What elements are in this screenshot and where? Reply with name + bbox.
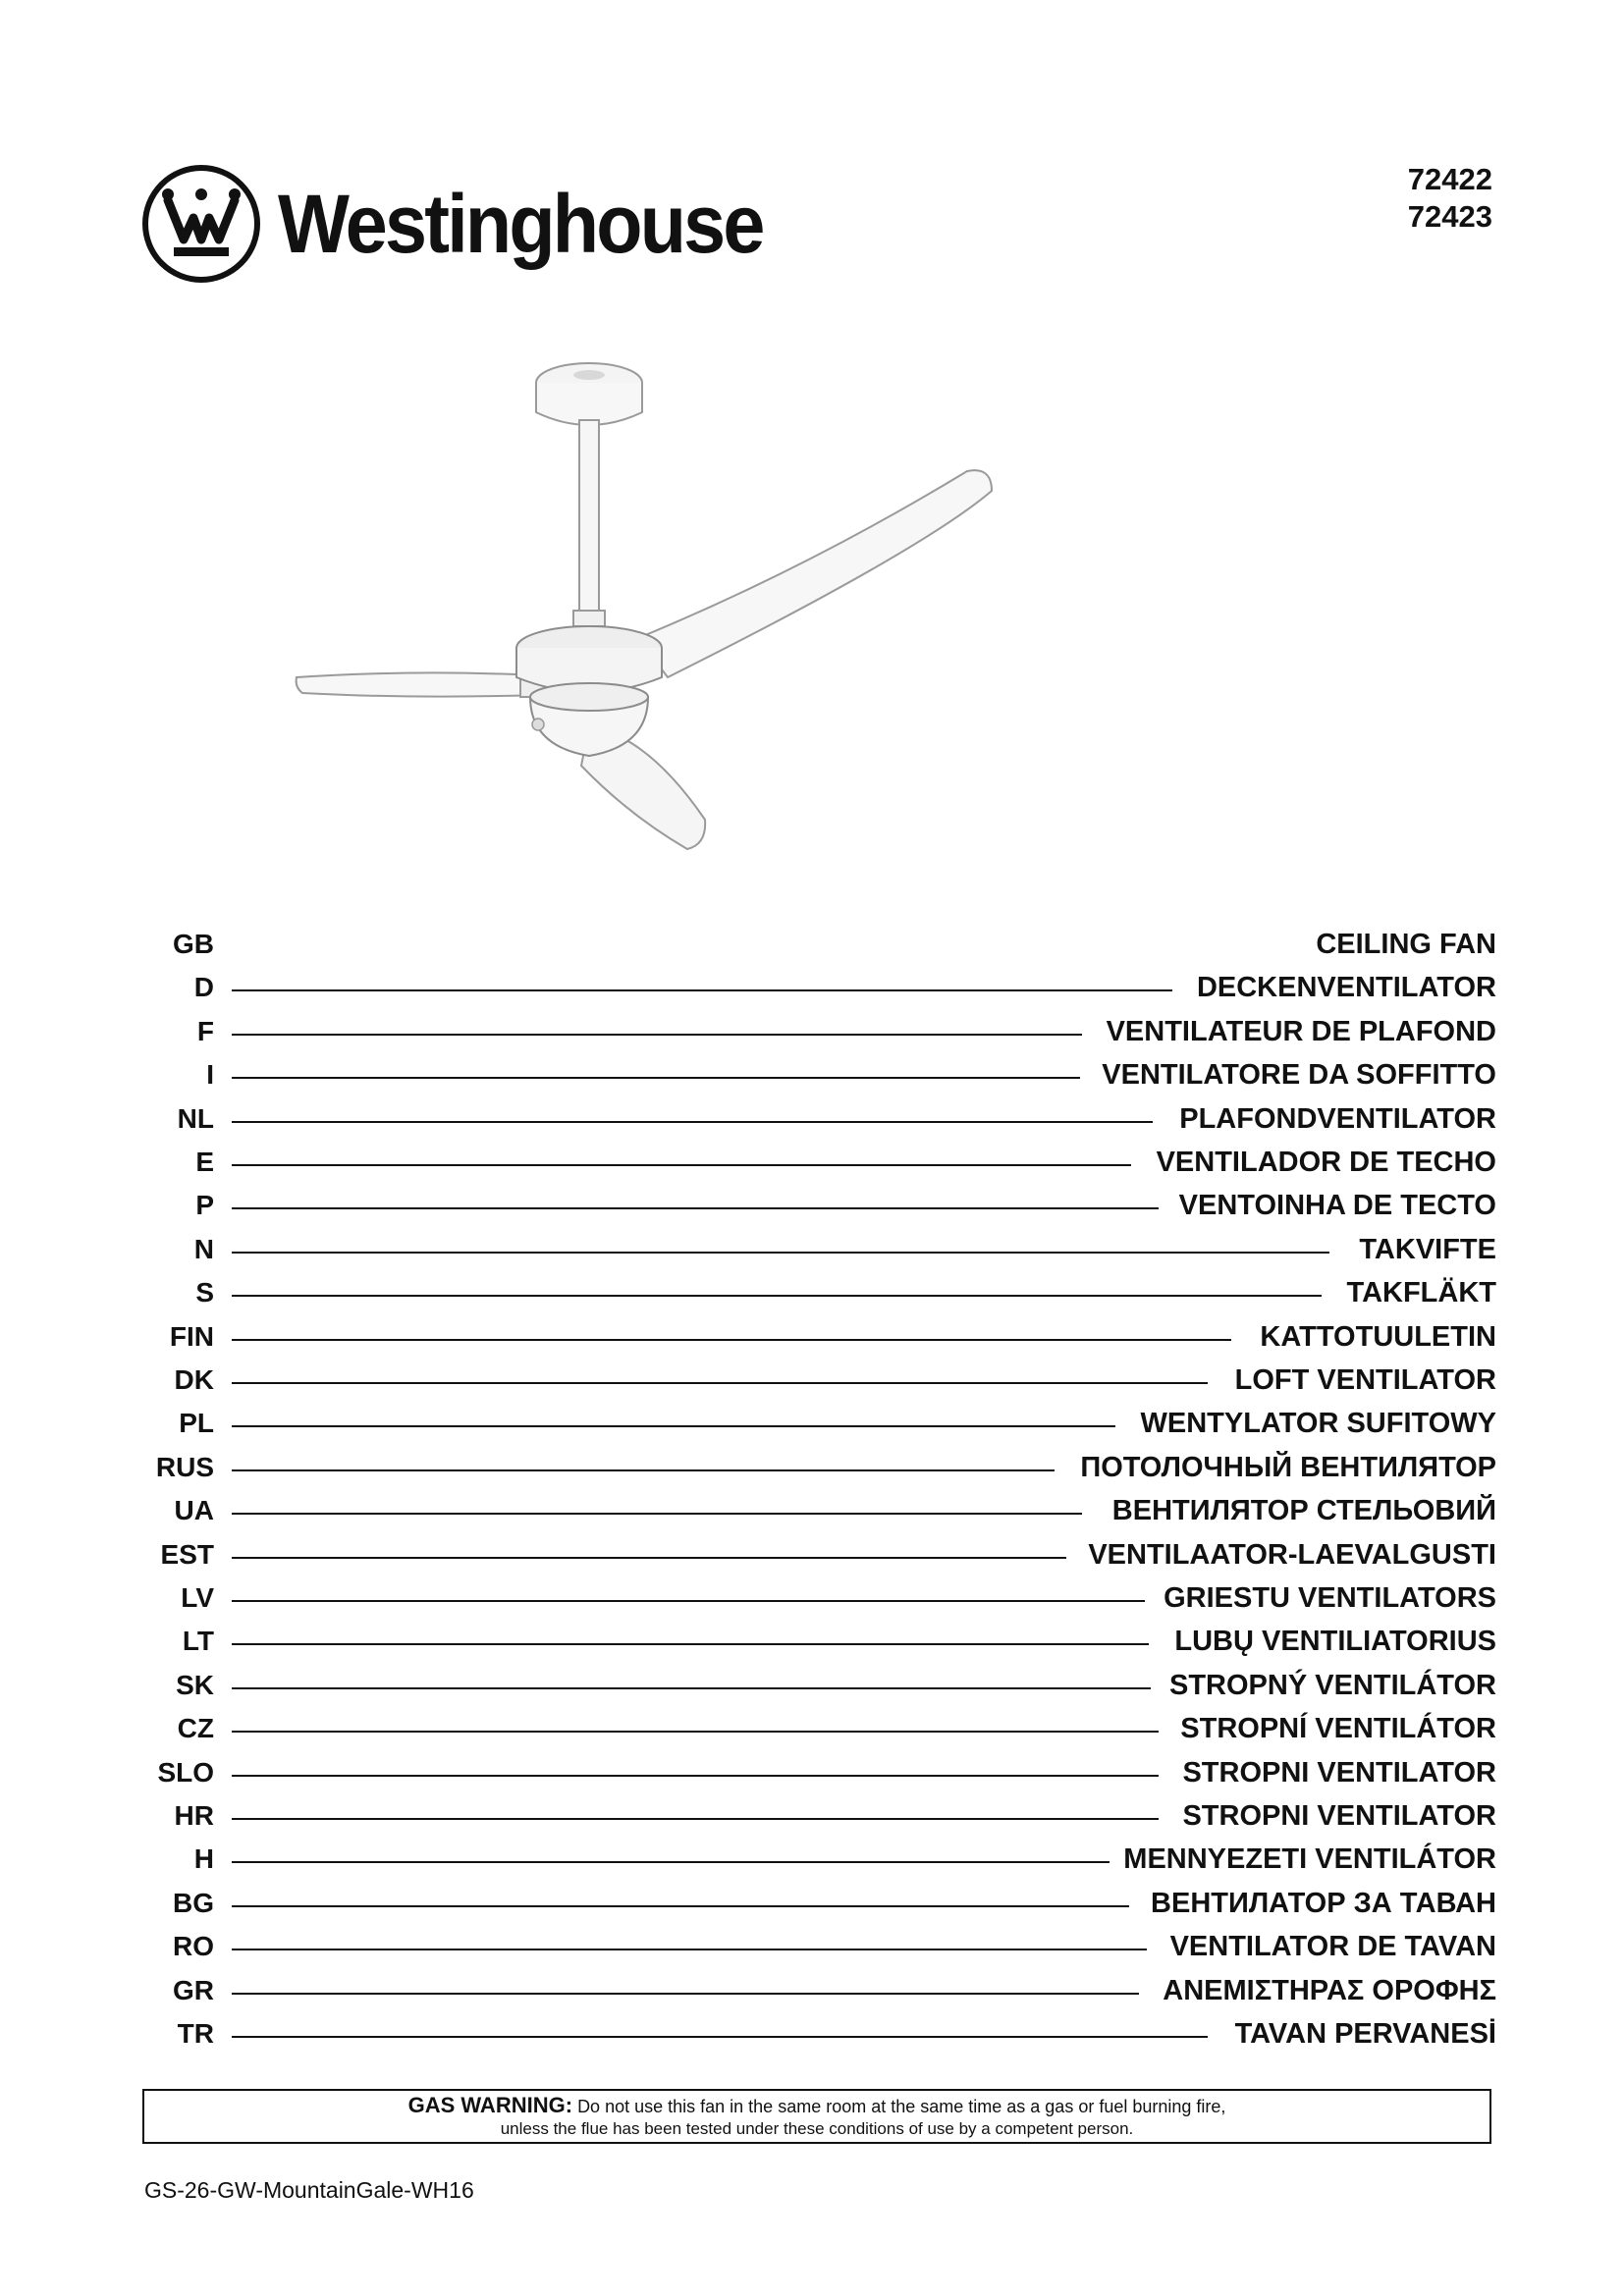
language-title: ПОТОЛОЧНЫЙ ВЕНТИЛЯТОР: [1080, 1451, 1496, 1483]
divider-line: [232, 1339, 1231, 1341]
language-row: [0, 1315, 1624, 1359]
language-code: HR: [174, 1800, 214, 1831]
language-title: TAKFLÄKT: [1346, 1277, 1496, 1309]
language-title: VENTILATORE DA SOFFITTO: [1102, 1059, 1496, 1092]
language-title: MENNYEZETI VENTILÁTOR: [1123, 1843, 1496, 1876]
divider-line: [232, 1861, 1110, 1863]
language-row: [0, 1969, 1624, 2012]
language-row: [0, 1446, 1624, 1489]
language-code: TR: [177, 2018, 214, 2049]
divider-line: [232, 1557, 1066, 1559]
model-number: 72423: [1407, 199, 1492, 234]
divider-line: [232, 1034, 1082, 1036]
divider-line: [232, 1207, 1159, 1209]
language-title: ΑΝΕΜΙΣΤΗΡΑΣ ΟΡΟΦΗΣ: [1163, 1974, 1496, 2006]
language-title: VENTOINHA DE TECTO: [1178, 1190, 1496, 1222]
gas-warning-line-1: [144, 2094, 1489, 2118]
language-row: [0, 1359, 1624, 1402]
language-title: GRIESTU VENTILATORS: [1164, 1582, 1496, 1614]
language-code: E: [195, 1147, 214, 1177]
language-code: FIN: [169, 1320, 214, 1352]
westinghouse-w-logo-icon: [140, 163, 262, 285]
language-title: DECKENVENTILATOR: [1196, 972, 1496, 1004]
divider-line: [232, 1643, 1149, 1645]
divider-line: [232, 1252, 1329, 1254]
divider-line: [232, 1121, 1153, 1123]
divider-line: [232, 1905, 1129, 1907]
language-title: STROPNÝ VENTILÁTOR: [1169, 1669, 1496, 1701]
language-row: [0, 1010, 1624, 1053]
language-title: CEILING FAN: [1316, 929, 1496, 960]
language-code: P: [195, 1190, 214, 1221]
divider-line: [232, 1600, 1145, 1602]
language-row: [0, 1402, 1624, 1445]
language-row: [0, 1489, 1624, 1532]
divider-line: [232, 1077, 1080, 1079]
divider-line: [232, 1949, 1147, 1950]
model-number: 72422: [1407, 162, 1492, 196]
divider-line: [232, 1382, 1208, 1384]
language-title: LOFT VENTILATOR: [1234, 1364, 1496, 1396]
language-code: UA: [174, 1495, 214, 1526]
language-title: STROPNI VENTILATOR: [1182, 1756, 1496, 1789]
language-title: VENTILAATOR-LAEVALGUSTI: [1088, 1538, 1496, 1571]
language-row: [0, 1533, 1624, 1576]
language-title: TAVAN PERVANESİ: [1234, 2018, 1496, 2050]
divider-line: [232, 1164, 1131, 1166]
language-code: D: [193, 972, 214, 1003]
language-code: GR: [173, 1974, 214, 2005]
language-row: [0, 1576, 1624, 1620]
gas-warning-text-1: Do not use this fan in the same room at the same time as a gas or fuel burning fire,: [577, 2097, 1226, 2116]
divider-line: [232, 1469, 1055, 1471]
model-numbers: [1408, 161, 1492, 236]
language-title: ВЕНТИЛАТОР ЗА ТАВАН: [1151, 1887, 1496, 1919]
divider-line: [232, 1818, 1159, 1820]
language-title: VENTILADOR DE TECHO: [1156, 1147, 1496, 1178]
language-row: [0, 1838, 1624, 1881]
language-title: STROPNI VENTILATOR: [1182, 1800, 1496, 1832]
document-code: GS-26-GW-MountainGale-WH16: [144, 2177, 474, 2203]
gas-warning-text-2: unless the flue has been tested under these conditions of use by a competent person.: [500, 2119, 1134, 2138]
language-row: [0, 1184, 1624, 1227]
language-code: H: [193, 1843, 214, 1875]
language-code: LT: [182, 1626, 214, 1657]
language-code: SK: [176, 1669, 214, 1700]
divider-line: [232, 1775, 1159, 1777]
divider-line: [232, 1295, 1322, 1297]
language-row: [0, 2012, 1624, 2056]
language-code: DK: [174, 1364, 214, 1395]
language-row: [0, 1882, 1624, 1925]
language-title: KATTOTUULETIN: [1260, 1320, 1496, 1353]
language-code: NL: [177, 1102, 214, 1134]
language-row: [0, 1097, 1624, 1141]
brand-logo: [140, 163, 763, 285]
language-row: [0, 1751, 1624, 1794]
language-row: [0, 1620, 1624, 1663]
divider-line: [232, 1993, 1139, 1995]
language-code: PL: [179, 1408, 214, 1439]
language-code: F: [196, 1015, 214, 1046]
gas-warning-box: [142, 2089, 1491, 2144]
language-code: I: [206, 1059, 214, 1091]
ceiling-fan-illustration: [295, 353, 1080, 864]
brand-name: Westinghouse: [278, 178, 763, 270]
language-code: RUS: [155, 1451, 214, 1482]
language-row: [0, 1925, 1624, 1968]
language-code: RO: [173, 1931, 214, 1962]
language-code: EST: [160, 1538, 214, 1570]
divider-line: [232, 989, 1172, 991]
language-row: [0, 1664, 1624, 1707]
language-row: [0, 1228, 1624, 1271]
language-code: SLO: [157, 1756, 214, 1788]
language-row: [0, 1141, 1624, 1184]
language-title: LUBŲ VENTILIATORIUS: [1174, 1626, 1496, 1658]
language-title: VENTILATOR DE TAVAN: [1169, 1931, 1496, 1963]
language-title: STROPNÍ VENTILÁTOR: [1180, 1713, 1496, 1745]
language-row: [0, 1707, 1624, 1750]
divider-line: [232, 2036, 1208, 2038]
divider-line: [232, 1687, 1151, 1689]
language-title: PLAFONDVENTILATOR: [1179, 1102, 1496, 1135]
language-code: LV: [181, 1582, 214, 1613]
gas-warning-heading: GAS WARNING:: [407, 2093, 573, 2117]
language-row: [0, 1053, 1624, 1096]
language-code: CZ: [177, 1713, 214, 1744]
language-row: [0, 1271, 1624, 1314]
language-row: [0, 923, 1624, 966]
language-title: WENTYLATOR SUFITOWY: [1140, 1408, 1496, 1440]
divider-line: [232, 1731, 1159, 1733]
language-title: ВЕНТИЛЯТОР СТЕЛЬОВИЙ: [1111, 1495, 1496, 1527]
language-row: [0, 1794, 1624, 1838]
language-code: S: [195, 1277, 214, 1308]
language-title: VENTILATEUR DE PLAFOND: [1106, 1015, 1496, 1047]
language-code: BG: [173, 1887, 214, 1918]
language-row: [0, 966, 1624, 1009]
language-title: TAKVIFTE: [1359, 1233, 1496, 1265]
divider-line: [232, 1425, 1115, 1427]
language-code: GB: [173, 929, 214, 959]
divider-line: [232, 1513, 1082, 1515]
language-code: N: [193, 1233, 214, 1264]
